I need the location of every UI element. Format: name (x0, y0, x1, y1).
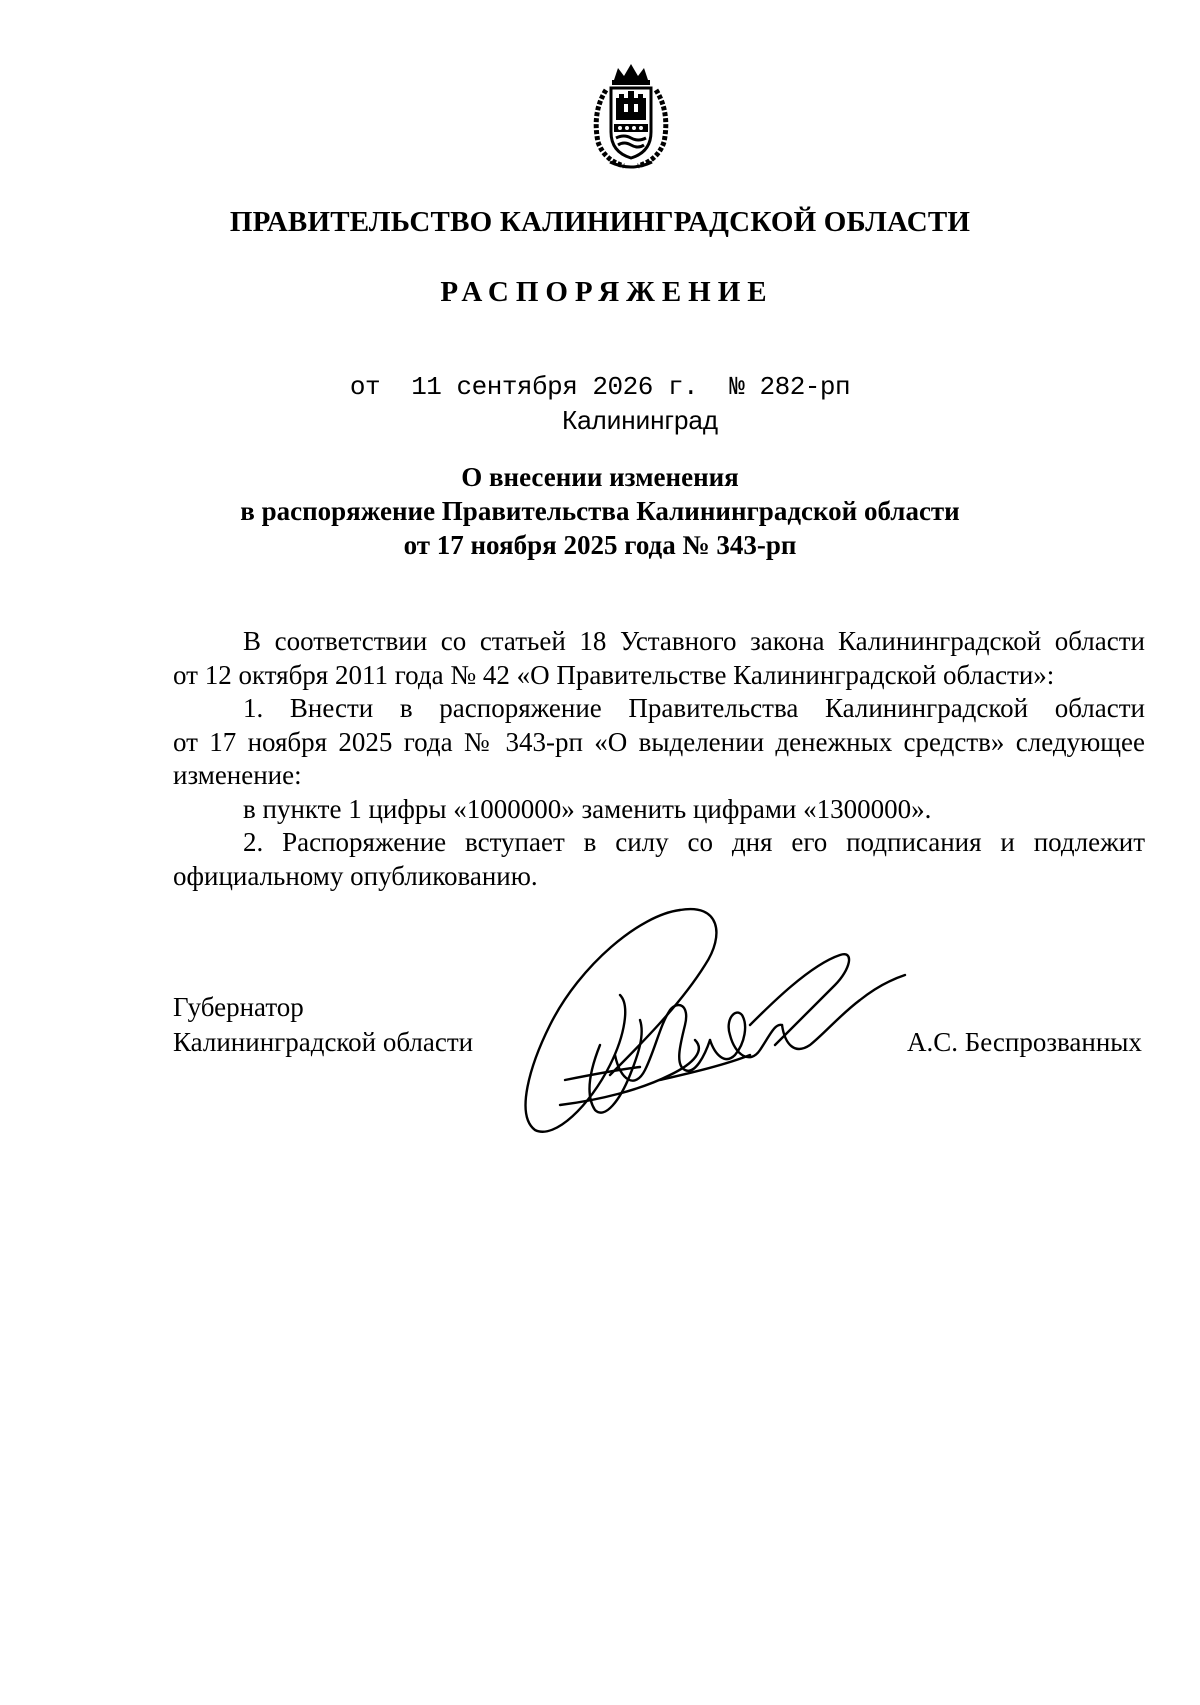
date-line (0, 372, 1200, 402)
document-body (173, 625, 1145, 893)
body-line: в пункте 1 цифры «1000000» заменить цифрами «1300000». (243, 793, 932, 824)
signer-name: А.С. Беспрозванных (907, 1027, 1142, 1057)
signer-position (173, 990, 473, 1060)
body-line: изменение: (173, 760, 302, 790)
document-date: 11 сентября 2026 г. (411, 372, 699, 402)
heading-line: от 17 ноября 2025 года № 343-рп (403, 530, 797, 560)
position-line: Калининградской области (173, 1027, 474, 1057)
document-number: 282-рп (759, 372, 851, 402)
heading-line: в распоряжение Правительства Калининградской области (240, 496, 960, 526)
handwritten-signature-icon (520, 905, 910, 1140)
body-line: от 17 ноября 2025 года № 343-рп «О выделении денежных средств» следующее (173, 726, 1145, 757)
coat-of-arms-icon (584, 62, 678, 172)
number-label: № (729, 372, 745, 402)
body-line: от 12 октября 2011 года № 42 «О Правительстве Калининградской области»: (173, 659, 1055, 690)
body-line: 2. Распоряжение вступает в силу со дня его подписания и подлежит (243, 827, 1145, 857)
government-title: ПРАВИТЕЛЬСТВО КАЛИНИНГРАДСКОЙ ОБЛАСТИ (229, 206, 971, 238)
document-city: Калининград (561, 405, 719, 435)
body-line: В соответствии со статьей 18 Уставного закона Калининградской области (243, 626, 1145, 656)
body-line: 1. Внести в распоряжение Правительства Калининградской области (243, 693, 1145, 723)
document-type: РАСПОРЯЖЕНИЕ (440, 276, 774, 308)
date-prefix: от (349, 372, 381, 402)
heading-line: О внесении изменения (461, 462, 739, 492)
body-line: официальному опубликованию. (173, 860, 538, 891)
position-line: Губернатор (173, 992, 304, 1022)
document-heading (0, 460, 1200, 562)
